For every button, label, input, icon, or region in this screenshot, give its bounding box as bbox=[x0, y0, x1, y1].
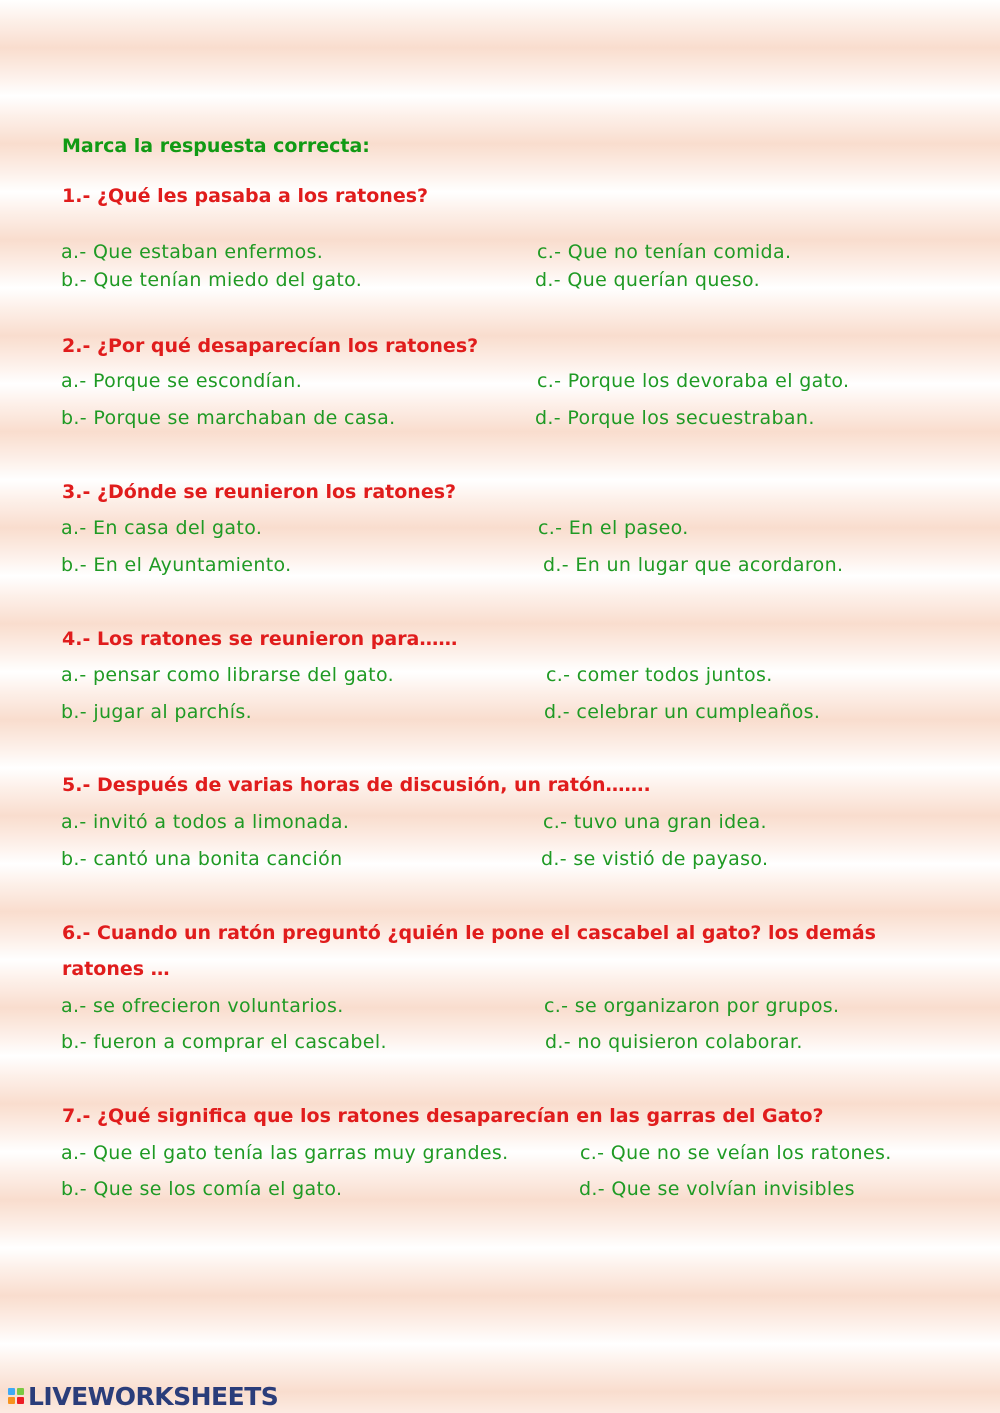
q5-option-b[interactable]: b.- cantó una bonita canción bbox=[61, 848, 343, 870]
logo-square-orange bbox=[8, 1397, 15, 1404]
question-6-continued: ratones … bbox=[62, 958, 170, 980]
q2-option-b[interactable]: b.- Porque se marchaban de casa. bbox=[61, 407, 396, 429]
question-4: 4.- Los ratones se reunieron para…… bbox=[62, 628, 458, 650]
q6-option-c[interactable]: c.- se organizaron por grupos. bbox=[544, 995, 840, 1017]
logo-square-red bbox=[17, 1397, 24, 1404]
q6-option-d[interactable]: d.- no quisieron colaborar. bbox=[545, 1031, 803, 1053]
question-5: 5.- Después de varias horas de discusión, un ratón……. bbox=[62, 774, 651, 796]
q3-option-d[interactable]: d.- En un lugar que acordaron. bbox=[543, 554, 844, 576]
q7-option-d[interactable]: d.- Que se volvían invisibles bbox=[579, 1178, 855, 1200]
q4-option-c[interactable]: c.- comer todos juntos. bbox=[546, 664, 773, 686]
q2-option-d[interactable]: d.- Porque los secuestraban. bbox=[535, 407, 815, 429]
q5-option-c[interactable]: c.- tuvo una gran idea. bbox=[543, 811, 767, 833]
logo-wordmark: LIVEWORKSHEETS bbox=[28, 1381, 279, 1411]
q4-option-b[interactable]: b.- jugar al parchís. bbox=[61, 701, 252, 723]
q3-option-b[interactable]: b.- En el Ayuntamiento. bbox=[61, 554, 292, 576]
q2-option-c[interactable]: c.- Porque los devoraba el gato. bbox=[537, 370, 850, 392]
q4-option-d[interactable]: d.- celebrar un cumpleaños. bbox=[544, 701, 821, 723]
q7-option-a[interactable]: a.- Que el gato tenía las garras muy grandes. bbox=[61, 1142, 509, 1164]
q4-option-a[interactable]: a.- pensar como librarse del gato. bbox=[61, 664, 394, 686]
question-1: 1.- ¿Qué les pasaba a los ratones? bbox=[62, 185, 429, 207]
question-3: 3.- ¿Dónde se reunieron los ratones? bbox=[62, 481, 457, 503]
q7-option-b[interactable]: b.- Que se los comía el gato. bbox=[61, 1178, 343, 1200]
q1-option-a[interactable]: a.- Que estaban enfermos. bbox=[61, 241, 324, 263]
instruction-text: Marca la respuesta correcta: bbox=[62, 135, 370, 157]
question-7: 7.- ¿Qué significa que los ratones desaparecían en las garras del Gato? bbox=[62, 1105, 824, 1127]
q3-option-a[interactable]: a.- En casa del gato. bbox=[61, 517, 263, 539]
logo-square-green bbox=[17, 1388, 24, 1395]
q1-option-b[interactable]: b.- Que tenían miedo del gato. bbox=[61, 269, 363, 291]
q7-option-c[interactable]: c.- Que no se veían los ratones. bbox=[580, 1142, 892, 1164]
q5-option-d[interactable]: d.- se vistió de payaso. bbox=[541, 848, 769, 870]
question-2: 2.- ¿Por qué desaparecían los ratones? bbox=[62, 335, 479, 357]
q5-option-a[interactable]: a.- invitó a todos a limonada. bbox=[61, 811, 350, 833]
q1-option-c[interactable]: c.- Que no tenían comida. bbox=[537, 241, 792, 263]
q6-option-b[interactable]: b.- fueron a comprar el cascabel. bbox=[61, 1031, 387, 1053]
q2-option-a[interactable]: a.- Porque se escondían. bbox=[61, 370, 303, 392]
q6-option-a[interactable]: a.- se ofrecieron voluntarios. bbox=[61, 995, 344, 1017]
liveworksheets-logo bbox=[8, 1380, 278, 1412]
q1-option-d[interactable]: d.- Que querían queso. bbox=[535, 269, 761, 291]
logo-grid-icon bbox=[8, 1388, 24, 1404]
logo-square-blue bbox=[8, 1388, 15, 1395]
q3-option-c[interactable]: c.- En el paseo. bbox=[538, 517, 689, 539]
question-6: 6.- Cuando un ratón preguntó ¿quién le pone el cascabel al gato? los demás bbox=[62, 922, 876, 944]
